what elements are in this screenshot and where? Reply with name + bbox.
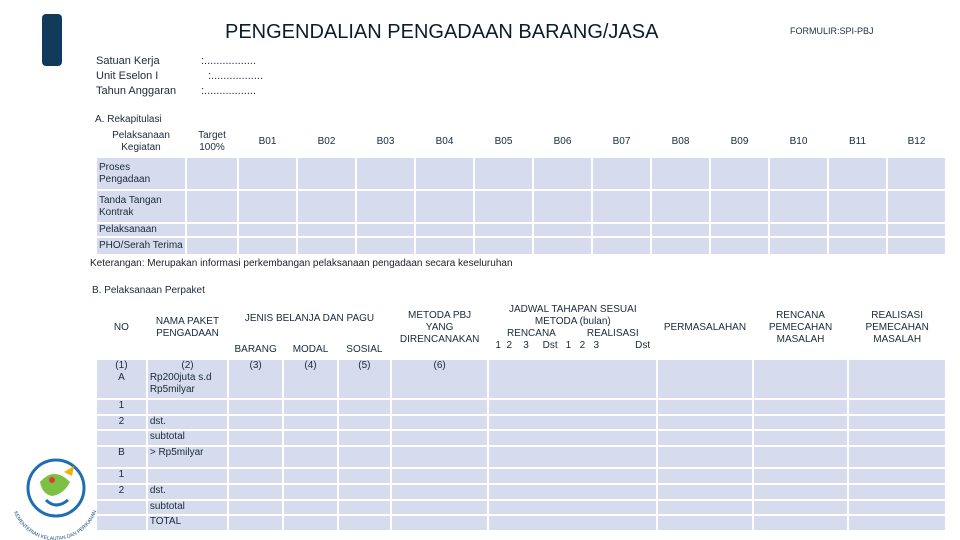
cell[interactable] <box>356 223 415 237</box>
cell[interactable] <box>228 515 283 531</box>
cell[interactable] <box>283 446 338 468</box>
cell[interactable] <box>848 359 946 399</box>
realisasi-label: REALISASI <box>586 328 639 339</box>
pelaksanaan-table <box>95 296 947 532</box>
info-row-satuan-kerja <box>96 54 257 69</box>
header-jadwal <box>488 297 657 359</box>
row-label: Proses Pengadaan <box>96 157 186 190</box>
header-metoda: METODA PBJ YANG DIRENCANAKAN <box>391 297 489 359</box>
cell[interactable] <box>283 500 338 516</box>
cell[interactable] <box>657 430 753 446</box>
cell[interactable] <box>753 515 849 531</box>
cell[interactable] <box>769 223 828 237</box>
row-no: 2 <box>96 415 147 431</box>
cell[interactable] <box>828 223 887 237</box>
cell[interactable] <box>710 157 769 190</box>
cell[interactable] <box>283 415 338 431</box>
cell[interactable] <box>297 237 356 255</box>
cell-sosial[interactable]: (5) <box>338 359 391 399</box>
cell[interactable] <box>657 468 753 484</box>
row-nama: subtotal <box>147 430 228 446</box>
cell[interactable] <box>848 515 946 531</box>
cell[interactable] <box>848 399 946 415</box>
cell[interactable] <box>828 190 887 223</box>
cell-barang[interactable]: (3) <box>228 359 283 399</box>
row-nama: dst. <box>147 415 228 431</box>
cell[interactable] <box>297 190 356 223</box>
cell[interactable] <box>592 157 651 190</box>
kkp-logo <box>6 442 98 540</box>
header-sosial: SOSIAL <box>338 341 391 359</box>
cell[interactable] <box>391 399 489 415</box>
page-title: PENGENDALIAN PENGADAAN BARANG/JASA <box>225 21 659 43</box>
cell[interactable] <box>657 446 753 468</box>
cell[interactable] <box>848 415 946 431</box>
cell[interactable] <box>753 399 849 415</box>
header-month: B04 <box>415 127 474 157</box>
row-nama: TOTAL <box>147 515 228 531</box>
rencana-cols: 1 2 3 Dst <box>495 340 558 351</box>
row-no: 1 <box>96 468 147 484</box>
row-nama <box>147 399 228 415</box>
cell[interactable] <box>488 430 657 446</box>
cell[interactable] <box>848 468 946 484</box>
cell[interactable] <box>533 190 592 223</box>
cell[interactable] <box>356 237 415 255</box>
header-month: B11 <box>828 127 887 157</box>
info-label: Unit Eselon I <box>96 70 159 82</box>
cell[interactable] <box>657 399 753 415</box>
rekap-row-pho <box>96 237 946 255</box>
accent-bar <box>42 14 62 66</box>
cell[interactable] <box>228 415 283 431</box>
info-row-unit-eselon <box>96 69 264 84</box>
cell[interactable] <box>356 190 415 223</box>
header-month: B03 <box>356 127 415 157</box>
header-rencana-pemecahan: RENCANA PEMECAHAN MASALAH <box>753 297 849 359</box>
cell[interactable] <box>828 157 887 190</box>
header-barang: BARANG <box>228 341 283 359</box>
rekap-row-kontrak <box>96 190 946 223</box>
cell[interactable] <box>283 484 338 500</box>
rencana-label: RENCANA <box>506 328 556 339</box>
cell[interactable] <box>657 359 753 399</box>
cell[interactable] <box>533 157 592 190</box>
header-month: B07 <box>592 127 651 157</box>
cell[interactable] <box>887 223 946 237</box>
cell[interactable] <box>283 430 338 446</box>
row-no: 2 <box>96 484 147 500</box>
info-value: :................. <box>201 85 257 97</box>
cell[interactable] <box>657 500 753 516</box>
cell[interactable] <box>297 223 356 237</box>
cell[interactable] <box>186 190 238 223</box>
row-no <box>96 430 147 446</box>
cell[interactable] <box>238 223 297 237</box>
cell[interactable] <box>391 446 489 468</box>
cell[interactable] <box>391 484 489 500</box>
table-row <box>96 500 946 516</box>
cell[interactable] <box>828 237 887 255</box>
cell[interactable] <box>488 484 657 500</box>
cell[interactable] <box>848 430 946 446</box>
cell[interactable] <box>283 515 338 531</box>
cell[interactable] <box>238 157 297 190</box>
row-no: B <box>96 446 147 468</box>
cell[interactable] <box>228 430 283 446</box>
cell[interactable] <box>391 500 489 516</box>
cell[interactable] <box>657 415 753 431</box>
cell[interactable] <box>710 190 769 223</box>
cell[interactable] <box>710 223 769 237</box>
info-value: :................. <box>201 55 257 67</box>
logo-text: KEMENTERIAN KELAUTAN DAN PERIKANAN <box>12 509 98 540</box>
cell[interactable] <box>415 237 474 255</box>
info-value: :................. <box>208 70 264 82</box>
header-pelaksanaan-kegiatan: Pelaksanaan Kegiatan <box>96 127 186 157</box>
cell[interactable] <box>186 223 238 237</box>
cell[interactable] <box>338 415 391 431</box>
header-month: B05 <box>474 127 533 157</box>
header-no: NO <box>96 297 147 359</box>
row-label: Pelaksanaan <box>96 223 186 237</box>
cell[interactable] <box>848 484 946 500</box>
row-nama: subtotal <box>147 500 228 516</box>
cell[interactable] <box>488 359 657 399</box>
cell[interactable] <box>592 190 651 223</box>
cell[interactable] <box>488 415 657 431</box>
cell[interactable] <box>848 500 946 516</box>
cell-metoda[interactable]: (6) <box>391 359 489 399</box>
cell[interactable] <box>297 157 356 190</box>
row-nama: > Rp5milyar <box>147 446 228 468</box>
header-nama-paket: NAMA PAKET PENGADAAN <box>147 297 228 359</box>
cell[interactable] <box>391 415 489 431</box>
cell[interactable] <box>753 484 849 500</box>
cell[interactable] <box>228 468 283 484</box>
col-number: (1) <box>115 360 128 371</box>
cell[interactable] <box>474 237 533 255</box>
row-no: 1 <box>96 399 147 415</box>
jadwal-subheader <box>491 328 654 340</box>
cell[interactable] <box>533 237 592 255</box>
cell[interactable] <box>769 237 828 255</box>
table-row <box>96 399 946 415</box>
info-block <box>96 54 264 99</box>
section-b-title: B. Pelaksanaan Perpaket <box>92 285 205 296</box>
svg-text:KEMENTERIAN KELAUTAN DAN PERIK <box>12 509 98 540</box>
cell[interactable] <box>356 157 415 190</box>
cell[interactable] <box>238 190 297 223</box>
section-a-title: A. Rekapitulasi <box>95 114 162 125</box>
cell[interactable] <box>488 500 657 516</box>
jadwal-title: JADWAL TAHAPAN SESUAI METODA (bulan) <box>508 304 637 327</box>
row-nama <box>147 359 228 399</box>
cell[interactable] <box>592 223 651 237</box>
cell[interactable] <box>887 157 946 190</box>
cell[interactable] <box>753 359 849 399</box>
header-month: B02 <box>297 127 356 157</box>
info-label: Satuan Kerja <box>96 55 160 67</box>
table-row <box>96 468 946 484</box>
cell[interactable] <box>887 190 946 223</box>
cell[interactable] <box>474 157 533 190</box>
cell[interactable] <box>391 430 489 446</box>
row-label: Tanda Tangan Kontrak <box>96 190 186 223</box>
cell[interactable] <box>228 399 283 415</box>
cell[interactable] <box>657 515 753 531</box>
cell[interactable] <box>338 484 391 500</box>
cell[interactable] <box>415 190 474 223</box>
cell[interactable] <box>592 237 651 255</box>
cell[interactable] <box>769 157 828 190</box>
realisasi-cols: 1 2 3 Dst <box>565 340 651 351</box>
cell[interactable] <box>238 237 297 255</box>
cell[interactable] <box>657 484 753 500</box>
cell[interactable] <box>338 399 391 415</box>
cell[interactable] <box>710 237 769 255</box>
cell[interactable] <box>338 515 391 531</box>
cell[interactable] <box>769 190 828 223</box>
header-permasalahan: PERMASALAHAN <box>657 297 753 359</box>
col-number: (2) <box>181 360 194 371</box>
cell[interactable] <box>283 399 338 415</box>
cell[interactable] <box>753 446 849 468</box>
cell[interactable] <box>533 223 592 237</box>
cell[interactable] <box>415 157 474 190</box>
header-modal: MODAL <box>283 341 338 359</box>
cell[interactable] <box>228 500 283 516</box>
cell[interactable] <box>848 446 946 468</box>
header-target: Target 100% <box>186 127 238 157</box>
cell[interactable] <box>186 157 238 190</box>
cell[interactable] <box>887 237 946 255</box>
cell[interactable] <box>753 430 849 446</box>
row-no <box>96 515 147 531</box>
rekap-note: Keterangan: Merupakan informasi perkembangan pelaksanaan pengadaan secara keseluruhan <box>90 258 513 269</box>
cell[interactable] <box>753 468 849 484</box>
header-month: B09 <box>710 127 769 157</box>
nama-value: Rp200juta s.d Rp5milyar <box>149 372 212 395</box>
rekapitulasi-table <box>95 126 947 256</box>
cell[interactable] <box>651 237 710 255</box>
table-row <box>96 484 946 500</box>
cell[interactable] <box>391 468 489 484</box>
cell[interactable] <box>338 500 391 516</box>
cell-modal[interactable]: (4) <box>283 359 338 399</box>
cell[interactable] <box>651 223 710 237</box>
cell[interactable] <box>283 468 338 484</box>
form-code: FORMULIR:SPI-PBJ <box>790 26 874 36</box>
cell[interactable] <box>651 157 710 190</box>
info-label: Tahun Anggaran <box>96 85 177 97</box>
cell[interactable] <box>228 446 283 468</box>
table-row <box>96 359 946 399</box>
cell[interactable] <box>488 515 657 531</box>
cell[interactable] <box>228 484 283 500</box>
row-label: PHO/Serah Terima <box>96 237 186 255</box>
table-row <box>96 430 946 446</box>
cell[interactable] <box>338 468 391 484</box>
info-row-tahun-anggaran <box>96 84 257 99</box>
cell[interactable] <box>753 500 849 516</box>
row-no <box>96 359 147 399</box>
no-value: A <box>118 372 125 383</box>
row-nama: dst. <box>147 484 228 500</box>
cell[interactable] <box>474 223 533 237</box>
jadwal-cols <box>491 340 654 352</box>
table-row <box>96 515 946 531</box>
header-month: B12 <box>887 127 946 157</box>
rekap-row-pelaksanaan <box>96 223 946 237</box>
cell[interactable] <box>488 399 657 415</box>
header-realisasi-pemecahan: REALISASI PEMECAHAN MASALAH <box>848 297 946 359</box>
cell[interactable] <box>338 430 391 446</box>
header-jenis-belanja: JENIS BELANJA DAN PAGU <box>228 297 391 341</box>
cell[interactable] <box>338 446 391 468</box>
header-month: B06 <box>533 127 592 157</box>
rekap-row-proses <box>96 157 946 190</box>
header-month: B10 <box>769 127 828 157</box>
cell[interactable] <box>474 190 533 223</box>
header-month: B08 <box>651 127 710 157</box>
cell[interactable] <box>753 415 849 431</box>
cell[interactable] <box>488 446 657 468</box>
cell[interactable] <box>186 237 238 255</box>
cell[interactable] <box>415 223 474 237</box>
cell[interactable] <box>488 468 657 484</box>
header-month: B01 <box>238 127 297 157</box>
table-row <box>96 446 946 468</box>
row-nama <box>147 468 228 484</box>
cell[interactable] <box>391 515 489 531</box>
cell[interactable] <box>651 190 710 223</box>
row-no <box>96 500 147 516</box>
table-row <box>96 415 946 431</box>
